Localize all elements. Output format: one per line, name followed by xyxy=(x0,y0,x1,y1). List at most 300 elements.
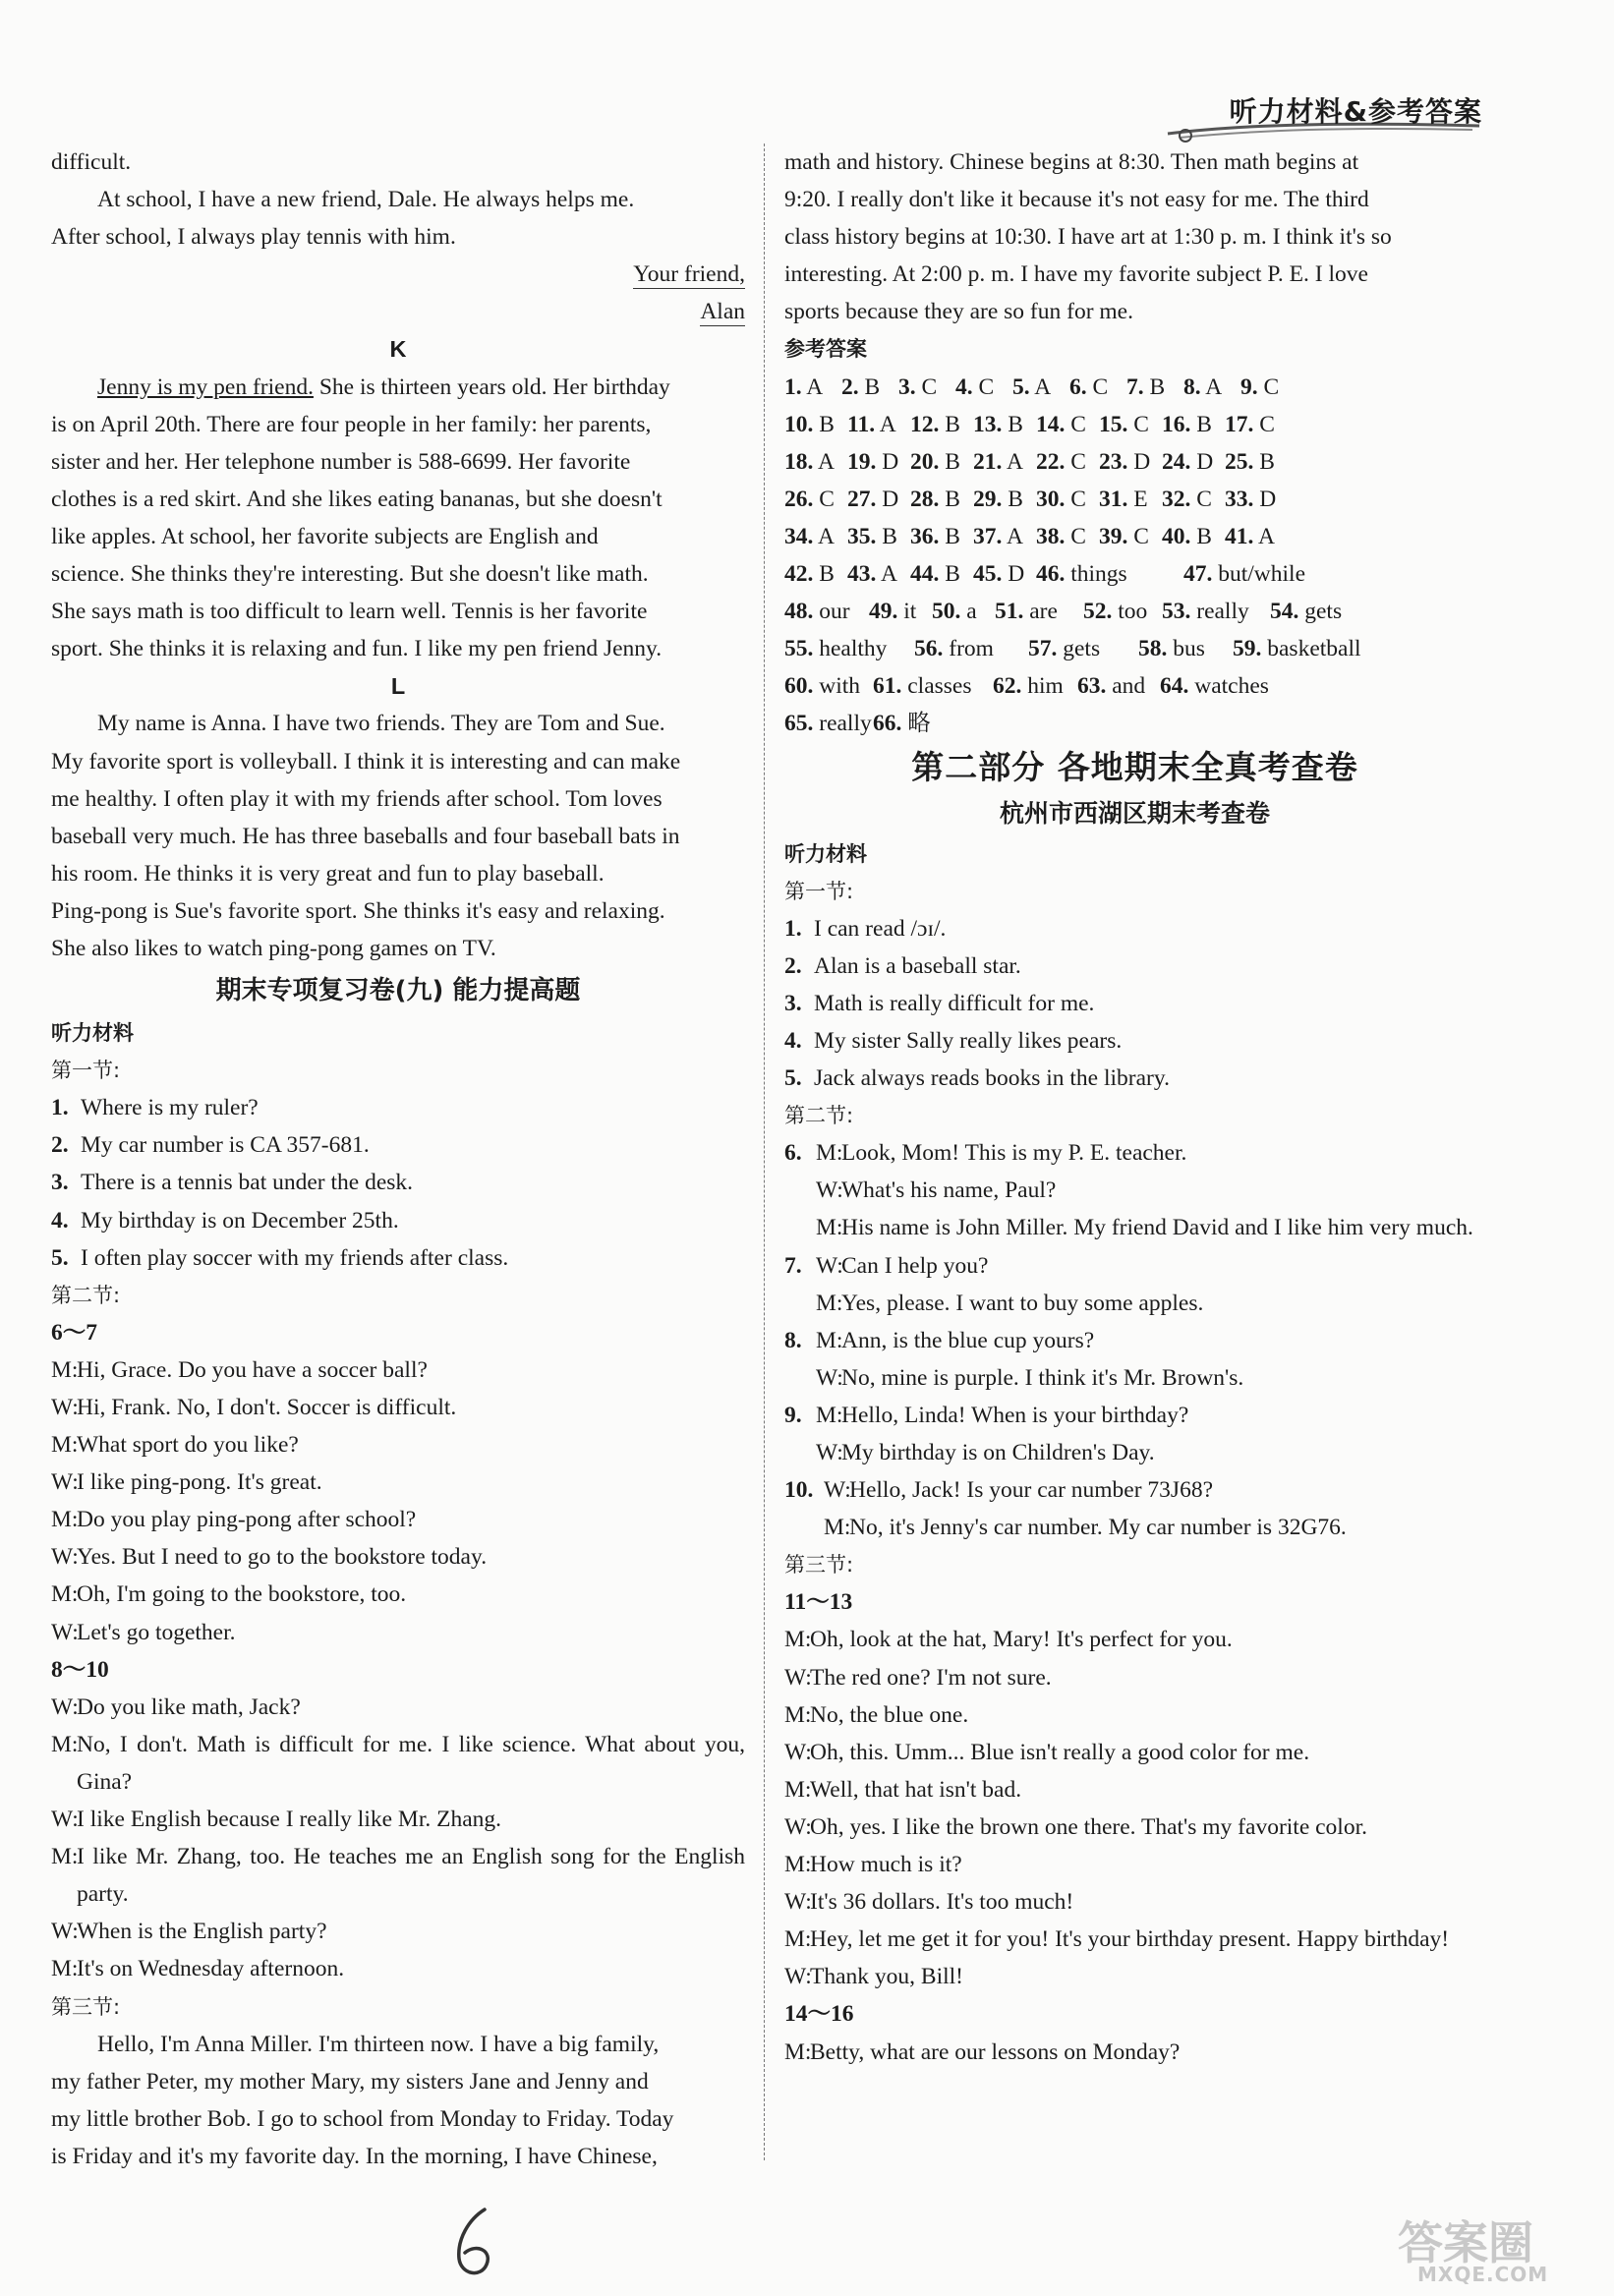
answer-number: 17. xyxy=(1225,411,1254,437)
answer-item xyxy=(932,593,995,630)
answer-value: A xyxy=(1205,373,1223,400)
answer-number: 51. xyxy=(995,599,1024,625)
part-label: 第三节: xyxy=(51,1994,121,2019)
answer-item xyxy=(1099,443,1162,481)
answer-item xyxy=(1012,369,1069,406)
answer-item xyxy=(847,555,910,593)
passage-label-l: L xyxy=(390,673,406,700)
answer-number: 39. xyxy=(1099,523,1128,549)
answer-value: D xyxy=(1259,486,1277,512)
dialog-line: M: Do you play ping-pong after school? xyxy=(51,1507,417,1533)
answer-value: C xyxy=(1133,411,1149,437)
answer-number: 44. xyxy=(910,561,940,588)
answer-number: 18. xyxy=(784,448,814,475)
answer-item xyxy=(910,518,973,555)
answer-number: 42. xyxy=(784,561,814,588)
letter-signature: Alan xyxy=(700,299,745,325)
text-line: My favorite sport is volleyball. I think it is interesting and can make xyxy=(51,748,681,775)
question-item: 5. Jack always reads books in the library. xyxy=(784,1065,1170,1092)
dialog-line: M: Yes, please. I want to buy some apples. xyxy=(816,1290,1204,1316)
answer-number: 49. xyxy=(869,599,898,625)
answer-value: B xyxy=(945,523,960,549)
text-line: difficult. xyxy=(51,149,132,175)
answer-item xyxy=(955,369,1012,406)
answer-item xyxy=(910,481,973,518)
dialog-line: W: When is the English party? xyxy=(51,1919,327,1945)
dialog-line: M: Well, that hat isn't bad. xyxy=(784,1776,1022,1803)
text-line: At school, I have a new friend, Dale. He always helps me. xyxy=(97,187,635,213)
answer-value: D xyxy=(882,486,899,512)
answer-value: B xyxy=(819,561,835,588)
answer-item xyxy=(873,667,993,705)
answer-item xyxy=(1240,369,1280,406)
answer-number: 3. xyxy=(898,373,916,400)
answer-value: C xyxy=(1259,411,1275,437)
answer-row xyxy=(784,667,1485,705)
text-line: is Friday and it's my favorite day. In the morning, I have Chinese, xyxy=(51,2143,658,2169)
left-column xyxy=(51,144,745,2175)
answer-item xyxy=(1225,518,1288,555)
answer-item xyxy=(910,443,973,481)
answer-item xyxy=(784,667,873,705)
answer-number: 32. xyxy=(1162,486,1191,512)
answer-value: C xyxy=(1133,523,1149,549)
answer-value: things xyxy=(1070,561,1127,588)
answer-number: 4. xyxy=(955,373,973,400)
answer-key xyxy=(784,369,1485,743)
answer-item xyxy=(1099,518,1162,555)
dialog-line: W: The red one? I'm not sure. xyxy=(784,1664,1052,1691)
answer-item xyxy=(1162,406,1225,443)
question-range: 8～10 xyxy=(51,1656,109,1683)
answer-number: 35. xyxy=(847,523,877,549)
text-line: like apples. At school, her favorite subjects are English and xyxy=(51,523,599,549)
answer-value: A xyxy=(1034,373,1052,400)
answer-number: 13. xyxy=(973,411,1003,437)
question-range: 14～16 xyxy=(784,2001,854,2028)
dialog-line: W: I like English because I really like Mr. Zhang. xyxy=(51,1807,502,1833)
answer-value: B xyxy=(945,411,960,437)
header-title: 听力材料&参考答案 xyxy=(1229,95,1482,128)
answer-number: 23. xyxy=(1099,448,1128,475)
dialog-line: W: It's 36 dollars. It's too much! xyxy=(784,1889,1074,1916)
answer-value: A xyxy=(879,411,896,437)
handwritten-page-mark xyxy=(447,2204,506,2282)
part-label: 第三节: xyxy=(784,1553,854,1578)
answer-value: a xyxy=(966,599,977,625)
dialog-line: M: Hi, Grace. Do you have a soccer ball? xyxy=(51,1356,428,1383)
text-line: She says math is too difficult to learn well. Tennis is her favorite xyxy=(51,599,648,625)
answer-item xyxy=(1160,667,1288,705)
answer-number: 1. xyxy=(784,373,802,400)
dialog-line: M: No, I don't. Math is difficult for me. I like science. What about you, Gina? xyxy=(51,1731,745,1795)
answer-number: 22. xyxy=(1036,448,1066,475)
answer-item xyxy=(1077,667,1160,705)
dialog-line: W: Let's go together. xyxy=(51,1619,236,1645)
answer-value: gets xyxy=(1304,599,1343,625)
answer-item xyxy=(1036,481,1099,518)
answer-row xyxy=(784,630,1485,667)
answer-item xyxy=(784,443,847,481)
answer-number: 60. xyxy=(784,673,814,700)
site-watermark xyxy=(1394,2208,1590,2292)
dialog-line: W: Do you like math, Jack? xyxy=(51,1693,301,1720)
answer-value: A xyxy=(1006,523,1023,549)
part-label: 第二节: xyxy=(51,1283,121,1307)
answer-value: B xyxy=(819,411,835,437)
part-title: 第二部分 各地期末全真考查卷 xyxy=(911,747,1358,786)
answer-number: 14. xyxy=(1036,411,1066,437)
listening-label: 听力材料 xyxy=(784,841,867,866)
answer-value: A xyxy=(817,448,835,475)
answer-row xyxy=(784,443,1485,481)
answer-item xyxy=(1162,481,1225,518)
dialog-line: W: Hi, Frank. No, I don't. Soccer is difficult. xyxy=(51,1395,457,1420)
letter-signoff: Your friend, xyxy=(633,261,745,288)
question-item: 4. My birthday is on December 25th. xyxy=(51,1207,399,1234)
answer-number: 59. xyxy=(1233,636,1262,662)
question-item: 1. I can read /ɔɪ/. xyxy=(784,915,947,942)
answer-number: 33. xyxy=(1225,486,1254,512)
dialog-question: 9. M: Hello, Linda! When is your birthday? xyxy=(784,1402,1189,1428)
answer-value: really xyxy=(819,711,872,737)
answer-value: gets xyxy=(1063,636,1101,662)
answer-item xyxy=(1036,406,1099,443)
text-line: Ping-pong is Sue's favorite sport. She thinks it's easy and relaxing. xyxy=(51,897,665,924)
question-item: 2. My car number is CA 357-681. xyxy=(51,1132,370,1159)
answer-number: 26. xyxy=(784,486,814,512)
answer-item xyxy=(914,630,1028,667)
answer-number: 9. xyxy=(1240,373,1258,400)
text-line: Jenny is my pen friend. She is thirteen years old. Her birthday xyxy=(97,373,670,400)
text-line: sport. She thinks it is relaxing and fun. I like my pen friend Jenny. xyxy=(51,636,663,662)
part-label: 第一节: xyxy=(784,879,854,903)
answer-item xyxy=(973,518,1036,555)
column-divider xyxy=(764,144,765,2160)
answer-row xyxy=(784,593,1485,630)
answer-value: our xyxy=(819,599,850,625)
answer-item xyxy=(1225,481,1288,518)
answer-value: B xyxy=(1196,523,1212,549)
answer-number: 38. xyxy=(1036,523,1066,549)
answer-value: B xyxy=(1259,448,1275,475)
passage-label-k: K xyxy=(389,336,407,363)
answer-row xyxy=(784,369,1485,406)
dialog-line: W: Oh, this. Umm... Blue isn't really a good color for me. xyxy=(784,1739,1310,1765)
answer-item xyxy=(784,518,847,555)
answer-value: A xyxy=(806,373,824,400)
dialog-question: 7. W: Can I help you? xyxy=(784,1252,989,1279)
answer-number: 58. xyxy=(1138,636,1168,662)
answer-item xyxy=(1183,369,1240,406)
answer-item xyxy=(1028,630,1138,667)
dialog-line: W: Oh, yes. I like the brown one there. That's my favorite color. xyxy=(784,1813,1367,1840)
answer-row xyxy=(784,406,1485,443)
dialog-line: M: How much is it? xyxy=(784,1852,962,1878)
answer-item xyxy=(784,369,841,406)
answer-value: from xyxy=(949,636,994,662)
text-line: my little brother Bob. I go to school from Monday to Friday. Today xyxy=(51,2105,674,2132)
answer-item xyxy=(847,406,910,443)
answer-value: C xyxy=(819,486,835,512)
answer-value: and xyxy=(1112,673,1146,700)
answer-value: B xyxy=(945,486,960,512)
text-line: interesting. At 2:00 p. m. I have my favorite subject P. E. I love xyxy=(784,261,1368,288)
answer-number: 24. xyxy=(1162,448,1191,475)
answer-item xyxy=(847,518,910,555)
answer-number: 20. xyxy=(910,448,940,475)
answer-value: D xyxy=(882,448,899,475)
answer-item xyxy=(784,481,847,518)
answer-value: B xyxy=(882,523,897,549)
answer-value: A xyxy=(880,561,897,588)
text-line: She also likes to watch ping-pong games on TV. xyxy=(51,935,496,961)
answer-number: 5. xyxy=(1012,373,1030,400)
answer-row xyxy=(784,481,1485,518)
answer-number: 45. xyxy=(973,561,1003,588)
question-item: 4. My sister Sally really likes pears. xyxy=(784,1027,1123,1054)
answer-item xyxy=(973,406,1036,443)
answer-item xyxy=(784,705,873,742)
question-item: 1. Where is my ruler? xyxy=(51,1095,259,1121)
answer-item xyxy=(1233,630,1380,667)
answer-number: 31. xyxy=(1099,486,1128,512)
answer-value: 略 xyxy=(907,711,931,737)
dialog-line: M: It's on Wednesday afternoon. xyxy=(51,1956,345,1982)
answer-value: C xyxy=(921,373,938,400)
answer-number: 40. xyxy=(1162,523,1191,549)
answer-value: C xyxy=(1070,523,1086,549)
answer-number: 10. xyxy=(784,411,814,437)
answer-value: really xyxy=(1196,599,1249,625)
dialog-line: W: Thank you, Bill! xyxy=(784,1964,963,1990)
part-label: 第一节: xyxy=(51,1059,121,1083)
text-line: me healthy. I often play it with my friends after school. Tom loves xyxy=(51,785,663,812)
answer-number: 27. xyxy=(847,486,877,512)
answer-item xyxy=(1036,518,1099,555)
watermark-text: 答案圈 xyxy=(1398,2216,1533,2269)
text-line: baseball very much. He has three baseballs and four baseball bats in xyxy=(51,823,680,849)
answer-value: C xyxy=(1196,486,1212,512)
answer-item xyxy=(841,369,898,406)
answer-item xyxy=(869,593,932,630)
answer-number: 36. xyxy=(910,523,940,549)
answer-value: E xyxy=(1133,486,1148,512)
answer-item xyxy=(1036,443,1099,481)
question-item: 2. Alan is a baseball star. xyxy=(784,952,1021,979)
dialog-line: W: My birthday is on Children's Day. xyxy=(816,1440,1155,1465)
right-column xyxy=(784,144,1485,2071)
answer-number: 55. xyxy=(784,636,814,662)
answer-number: 63. xyxy=(1077,673,1107,700)
dialog-line: M: Oh, I'm going to the bookstore, too. xyxy=(51,1581,407,1608)
dialog-line: M: No, it's Jenny's car number. My car number is 32G76. xyxy=(824,1515,1347,1541)
answer-item xyxy=(1270,593,1368,630)
text-line: class history begins at 10:30. I have art at 1:30 p. m. I think it's so xyxy=(784,224,1392,251)
text-line: sports because they are so fun for me. xyxy=(784,299,1133,325)
answer-number: 48. xyxy=(784,599,814,625)
underlined-phrase: Jenny is my pen friend. xyxy=(97,373,314,400)
answer-item xyxy=(1138,630,1233,667)
answer-value: B xyxy=(1008,411,1023,437)
answer-value: classes xyxy=(907,673,972,700)
answer-item xyxy=(973,555,1036,593)
answer-item xyxy=(898,369,955,406)
answer-value: B xyxy=(945,561,960,588)
dialog-line: M: His name is John Miller. My friend David and I like him very much. xyxy=(816,1215,1473,1241)
text-line: my father Peter, my mother Mary, my sisters Jane and Jenny and xyxy=(51,2068,649,2095)
answer-number: 43. xyxy=(847,561,877,588)
answer-item xyxy=(1225,406,1288,443)
answer-item xyxy=(973,481,1036,518)
answer-item xyxy=(784,555,847,593)
question-item: 3. Math is really difficult for me. xyxy=(784,990,1095,1016)
dialog-line: W: Yes. But I need to go to the bookstore today. xyxy=(51,1544,488,1571)
answer-number: 8. xyxy=(1183,373,1201,400)
answer-value: C xyxy=(1092,373,1109,400)
answer-item xyxy=(910,406,973,443)
answer-item xyxy=(1099,481,1162,518)
dialog-line: M: I like Mr. Zhang, too. He teaches me an English song for the English party. xyxy=(51,1844,745,1908)
answer-number: 21. xyxy=(973,448,1003,475)
dialog-line: M: Oh, look at the hat, Mary! It's perfect for you. xyxy=(784,1627,1233,1653)
question-item: 3. There is a tennis bat under the desk. xyxy=(51,1170,414,1196)
answer-number: 57. xyxy=(1028,636,1058,662)
section-title: 期末专项复习卷(九) 能力提高题 xyxy=(215,976,581,1006)
text-line: clothes is a red skirt. And she likes eating bananas, but she doesn't xyxy=(51,486,663,512)
answer-number: 7. xyxy=(1126,373,1144,400)
text-line: science. She thinks they're interesting. But she doesn't like math. xyxy=(51,561,649,588)
answer-item xyxy=(1083,593,1162,630)
answer-value: bus xyxy=(1173,636,1205,662)
answer-number: 29. xyxy=(973,486,1003,512)
answer-number: 28. xyxy=(910,486,940,512)
text-line: My name is Anna. I have two friends. They are Tom and Sue. xyxy=(97,711,665,737)
answer-number: 66. xyxy=(873,711,902,737)
text-line: 9:20. I really don't like it because it's not easy for me. The third xyxy=(784,187,1369,213)
answer-value: C xyxy=(1070,411,1086,437)
dialog-line: M: Betty, what are our lessons on Monday? xyxy=(784,2038,1181,2065)
answer-number: 61. xyxy=(873,673,902,700)
watermark-url: MXQE.COM xyxy=(1417,2263,1549,2286)
answer-row xyxy=(784,705,1485,742)
question-item: 5. I often play soccer with my friends after class. xyxy=(51,1244,509,1271)
dialog-question: 6. M: Look, Mom! This is my P. E. teacher. xyxy=(784,1140,1187,1167)
text-line: is on April 20th. There are four people in her family: her parents, xyxy=(51,411,652,437)
dialog-question: 10. W: Hello, Jack! Is your car number 73J68? xyxy=(784,1477,1214,1504)
answer-value: D xyxy=(1196,448,1214,475)
answer-item xyxy=(910,555,973,593)
answer-number: 41. xyxy=(1225,523,1254,549)
dialog-line: W: No, mine is purple. I think it's Mr. Brown's. xyxy=(816,1364,1244,1391)
dialog-line: M: Hey, let me get it for you! It's your birthday present. Happy birthday! xyxy=(784,1926,1450,1953)
answer-value: B xyxy=(1196,411,1212,437)
answer-value: A xyxy=(1257,523,1275,549)
answer-value: D xyxy=(1133,448,1151,475)
exam-title: 杭州市西湖区期末考查卷 xyxy=(999,798,1270,828)
answer-item xyxy=(1162,443,1225,481)
answer-item xyxy=(784,630,914,667)
answer-value: B xyxy=(945,448,960,475)
answer-number: 6. xyxy=(1069,373,1087,400)
answer-row xyxy=(784,518,1485,555)
text-line: math and history. Chinese begins at 8:30. Then math begins at xyxy=(784,149,1359,175)
answer-item xyxy=(1225,443,1288,481)
answer-number: 62. xyxy=(993,673,1022,700)
answer-value: basketball xyxy=(1267,636,1361,662)
answer-number: 50. xyxy=(932,599,961,625)
answers-label: 参考答案 xyxy=(784,337,867,362)
text-line: After school, I always play tennis with him. xyxy=(51,224,456,251)
part-label: 第二节: xyxy=(784,1104,854,1128)
answer-number: 56. xyxy=(914,636,944,662)
answer-value: D xyxy=(1008,561,1025,588)
answer-item xyxy=(873,705,961,742)
answer-item xyxy=(847,481,910,518)
answer-value: B xyxy=(864,373,881,400)
answer-number: 64. xyxy=(1160,673,1189,700)
answer-number: 47. xyxy=(1183,561,1213,588)
answer-item xyxy=(847,443,910,481)
question-range: 6～7 xyxy=(51,1319,97,1346)
answer-number: 65. xyxy=(784,711,814,737)
answer-number: 37. xyxy=(973,523,1003,549)
answer-value: B xyxy=(1008,486,1023,512)
answer-number: 34. xyxy=(784,523,814,549)
listening-label: 听力材料 xyxy=(51,1021,134,1046)
answer-value: too xyxy=(1118,599,1148,625)
dialog-question: 8. M: Ann, is the blue cup yours? xyxy=(784,1327,1095,1353)
text-line: Hello, I'm Anna Miller. I'm thirteen now. I have a big family, xyxy=(97,2031,660,2057)
answer-value: A xyxy=(817,523,835,549)
answer-value: him xyxy=(1027,673,1064,700)
answer-row xyxy=(784,555,1485,593)
answer-value: A xyxy=(1006,448,1023,475)
answer-number: 25. xyxy=(1225,448,1254,475)
answer-value: it xyxy=(903,599,917,625)
answer-value: watches xyxy=(1194,673,1269,700)
answer-item xyxy=(784,593,869,630)
answer-value: C xyxy=(1070,486,1086,512)
question-range: 11～13 xyxy=(784,1589,853,1616)
answer-number: 46. xyxy=(1036,561,1066,588)
answer-value: C xyxy=(1263,373,1280,400)
answer-number: 16. xyxy=(1162,411,1191,437)
answer-item xyxy=(1069,369,1126,406)
text-line: sister and her. Her telephone number is 588-6699. Her favorite xyxy=(51,448,631,475)
answer-number: 11. xyxy=(847,411,876,437)
dialog-line: M: What sport do you like? xyxy=(51,1432,299,1459)
answer-value: with xyxy=(819,673,861,700)
answer-item xyxy=(784,406,847,443)
dialog-line: M: No, the blue one. xyxy=(784,1701,969,1728)
answer-number: 54. xyxy=(1270,599,1299,625)
answer-number: 30. xyxy=(1036,486,1066,512)
answer-number: 52. xyxy=(1083,599,1113,625)
answer-value: healthy xyxy=(819,636,888,662)
page-header xyxy=(1160,90,1573,145)
answer-item xyxy=(973,443,1036,481)
answer-item xyxy=(1162,518,1225,555)
answer-item xyxy=(1126,369,1183,406)
answer-value: are xyxy=(1029,599,1058,625)
answer-item xyxy=(1162,593,1270,630)
answer-number: 15. xyxy=(1099,411,1128,437)
answer-number: 19. xyxy=(847,448,877,475)
answer-value: C xyxy=(1070,448,1086,475)
answer-number: 2. xyxy=(841,373,859,400)
answer-value: but/while xyxy=(1218,561,1306,588)
